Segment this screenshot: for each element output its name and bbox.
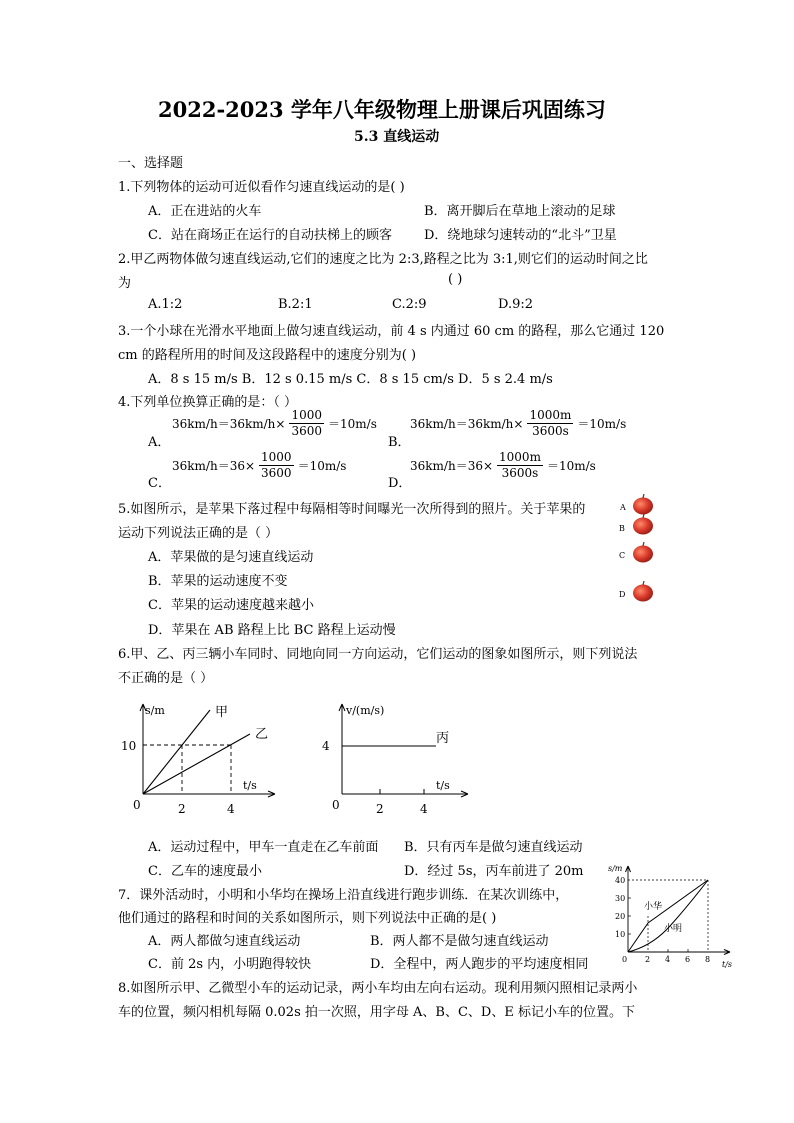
q7-xlabel: t/s bbox=[722, 960, 733, 969]
q7-curve-xiaoming bbox=[628, 880, 708, 952]
q7-option-c: C．前 2s 内，小明跑得较快 bbox=[148, 957, 312, 972]
q4-option-c-label: C． bbox=[148, 476, 171, 491]
q4-option-b-formula bbox=[410, 408, 626, 439]
q2-option-d: D.9:2 bbox=[498, 297, 534, 312]
apple-label-b: B bbox=[619, 524, 625, 533]
q2-option-b: B.2:1 bbox=[278, 297, 313, 312]
q6-g1-xtick-4: 4 bbox=[227, 802, 235, 816]
section-heading: 一、选择题 bbox=[118, 156, 184, 171]
q6-option-d: D．经过 5s，丙车前进了 20m bbox=[404, 864, 584, 879]
page-title: 2022-2023 学年八年级物理上册课后巩固练习 bbox=[158, 97, 606, 122]
q8-stem-line1: 8.如图所示甲、乙微型小车的运动记录，两小车均由左向右运动。现利用频闪照相记录两小 bbox=[118, 981, 638, 996]
q6-g2-ylabel: v/(m/s) bbox=[346, 704, 385, 717]
q3-stem-line1: 3.一个小球在光滑水平地面上做匀速直线运动，前 4 s 内通过 60 cm 的路程，那么它通过 120 bbox=[118, 324, 665, 339]
q4-option-c-formula bbox=[172, 450, 346, 481]
q8-stem-line2: 车的位置，频闪相机每隔 0.02s 拍一次照，用字母 A、B、C、D、E 标记小车的位置。下 bbox=[118, 1005, 635, 1020]
apple-d bbox=[619, 581, 653, 602]
q5-option-d: D．苹果在 AB 路程上比 BC 路程上运动慢 bbox=[148, 623, 396, 638]
q4-option-a-label: A． bbox=[148, 435, 171, 450]
q7-xtick-6: 6 bbox=[685, 955, 691, 964]
q1-stem: 1.下列物体的运动可近似看作匀速直线运动的是( ) bbox=[118, 180, 405, 195]
q6-line-yi bbox=[143, 734, 250, 794]
q7-ytick-20: 20 bbox=[615, 912, 626, 921]
q7-option-b: B．两人都不是做匀速直线运动 bbox=[370, 934, 549, 949]
q7-ylabel: s/m bbox=[608, 864, 623, 873]
q7-option-d: D．全程中，两人跑步的平均速度相同 bbox=[370, 957, 589, 972]
q4-stem: 4.下列单位换算正确的是：（ ） bbox=[118, 395, 298, 410]
q7-xtick-8: 8 bbox=[705, 955, 711, 964]
q3-stem-line2: cm 的路程所用的时间及这段路程中的速度分别为( ) bbox=[118, 348, 417, 363]
q1-option-d: D．绕地球匀速转动的“北斗”卫星 bbox=[424, 228, 617, 243]
q2-option-a: A.1:2 bbox=[148, 297, 183, 312]
q7-xtick-2: 2 bbox=[645, 955, 651, 964]
q7-ytick-10: 10 bbox=[615, 930, 626, 939]
apple-c bbox=[619, 542, 653, 563]
q1-option-b: B．离开脚后在草地上滚动的足球 bbox=[424, 204, 616, 219]
q7-label-xiaohua: 小华 bbox=[644, 902, 663, 912]
q7-line-xiaohua bbox=[628, 880, 708, 952]
q7-stem-line2: 他们通过的路程和时间的关系如图所示，则下列说法中正确的是( ) bbox=[118, 911, 497, 926]
falling-apple-figure bbox=[612, 492, 672, 607]
q5-stem-line1: 5.如图所示，是苹果下落过程中每隔相等时间曝光一次所得到的照片。关于苹果的 bbox=[118, 502, 586, 517]
q1-option-a: A．正在进站的火车 bbox=[148, 204, 262, 219]
q6-g1-xlabel: t/s bbox=[243, 779, 257, 792]
apple-label-a: A bbox=[620, 503, 626, 512]
apple-label-d: D bbox=[619, 590, 626, 599]
q6-g2-ytick-4: 4 bbox=[322, 739, 330, 753]
q2-stem-line1: 2.甲乙两物体做匀速直线运动,它们的速度之比为 2:3,路程之比为 3:1,则它们的运动时间之比 bbox=[118, 252, 648, 267]
q4-option-d-formula bbox=[410, 450, 596, 481]
q4-a-fraction bbox=[289, 408, 324, 439]
q7-stem-line1: 7．课外活动时，小明和小华均在操场上沿直线进行跑步训练．在某次训练中， bbox=[118, 888, 569, 903]
q4-c-numerator: 1000 bbox=[261, 450, 292, 464]
q6-st-graph bbox=[115, 698, 285, 818]
q6-vt-graph bbox=[318, 698, 478, 818]
q6-g1-label-jia: 甲 bbox=[215, 705, 229, 720]
q4-d-right: ＝10m/s bbox=[546, 459, 596, 473]
q7-st-graph bbox=[604, 858, 744, 974]
q5-option-a: A．苹果做的是匀速直线运动 bbox=[148, 550, 314, 565]
q4-a-left: 36km/h＝36km/h× bbox=[172, 417, 286, 431]
q6-g2-origin: 0 bbox=[332, 798, 340, 812]
q4-d-numerator: 1000m bbox=[499, 450, 541, 464]
q4-c-fraction bbox=[259, 450, 294, 481]
q4-c-denominator: 3600 bbox=[261, 466, 292, 480]
q4-b-fraction bbox=[527, 408, 573, 439]
q6-option-a: A．运动过程中，甲车一直走在乙车前面 bbox=[148, 840, 379, 855]
q6-g1-ytick-10: 10 bbox=[121, 739, 137, 753]
q4-b-numerator: 1000m bbox=[529, 408, 572, 422]
q6-g1-origin: 0 bbox=[133, 798, 141, 812]
q2-stem-line2: 为 bbox=[118, 276, 132, 291]
q4-c-left: 36km/h＝36× bbox=[172, 459, 256, 473]
q4-a-right: ＝10m/s bbox=[328, 417, 377, 431]
q3-options: A．8 s 15 m/s B．12 s 0.15 m/s C．8 s 15 cm/s D．5 s 2.4 m/s bbox=[148, 372, 553, 387]
apple-a bbox=[619, 494, 653, 515]
q6-option-c: C．乙车的速度最小 bbox=[148, 864, 262, 879]
q7-origin: 0 bbox=[622, 955, 628, 964]
q2-answer-paren: ( ) bbox=[448, 272, 463, 287]
page-subtitle: 5.3 直线运动 bbox=[354, 129, 440, 145]
q4-option-b-label: B． bbox=[388, 435, 411, 450]
q5-option-c: C．苹果的运动速度越来越小 bbox=[148, 598, 314, 613]
q4-c-right: ＝10m/s bbox=[297, 459, 347, 473]
apple-label-c: C bbox=[619, 551, 626, 560]
q6-stem-line2: 不正确的是（ ） bbox=[118, 671, 214, 686]
q4-a-denominator: 3600 bbox=[291, 424, 322, 438]
q4-option-a-formula bbox=[172, 408, 377, 439]
q7-ytick-40: 40 bbox=[615, 876, 626, 885]
q4-a-numerator: 1000 bbox=[291, 408, 322, 422]
q2-option-c: C.2:9 bbox=[392, 297, 427, 312]
q7-label-xiaoming: 小明 bbox=[664, 924, 683, 934]
q6-g2-label-bing: 丙 bbox=[436, 731, 450, 746]
q1-option-c: C．站在商场正在运行的自动扶梯上的顾客 bbox=[148, 228, 392, 243]
q6-g1-label-yi: 乙 bbox=[255, 727, 269, 742]
q4-b-denominator: 3600s bbox=[532, 424, 569, 438]
apple-b bbox=[619, 514, 653, 535]
q4-d-denominator: 3600s bbox=[501, 466, 539, 480]
q7-xtick-4: 4 bbox=[665, 955, 671, 964]
q6-g2-xlabel: t/s bbox=[436, 779, 450, 792]
q6-g1-ylabel: s/m bbox=[145, 704, 165, 717]
q6-stem-line1: 6.甲、乙、丙三辆小车同时、同地向同一方向运动，它们运动的图象如图所示，则下列说法 bbox=[118, 647, 638, 662]
q5-stem-line2: 运动下列说法正确的是（ ） bbox=[118, 526, 279, 541]
q6-option-b: B．只有丙车是做匀速直线运动 bbox=[404, 840, 583, 855]
q4-d-left: 36km/h＝36× bbox=[410, 459, 494, 473]
q7-option-a: A．两人都做匀速直线运动 bbox=[148, 934, 301, 949]
q4-option-d-label: D． bbox=[388, 476, 412, 491]
q4-b-left: 36km/h＝36km/h× bbox=[410, 417, 524, 431]
q4-b-right: ＝10m/s bbox=[577, 417, 627, 431]
q6-line-jia bbox=[143, 710, 210, 794]
q6-g2-xtick-4: 4 bbox=[420, 802, 428, 816]
q6-g1-xtick-2: 2 bbox=[178, 802, 186, 816]
q5-option-b: B．苹果的运动速度不变 bbox=[148, 574, 288, 589]
q4-d-fraction bbox=[497, 450, 543, 481]
q6-g2-xtick-2: 2 bbox=[376, 802, 384, 816]
q7-ytick-30: 30 bbox=[615, 894, 626, 903]
